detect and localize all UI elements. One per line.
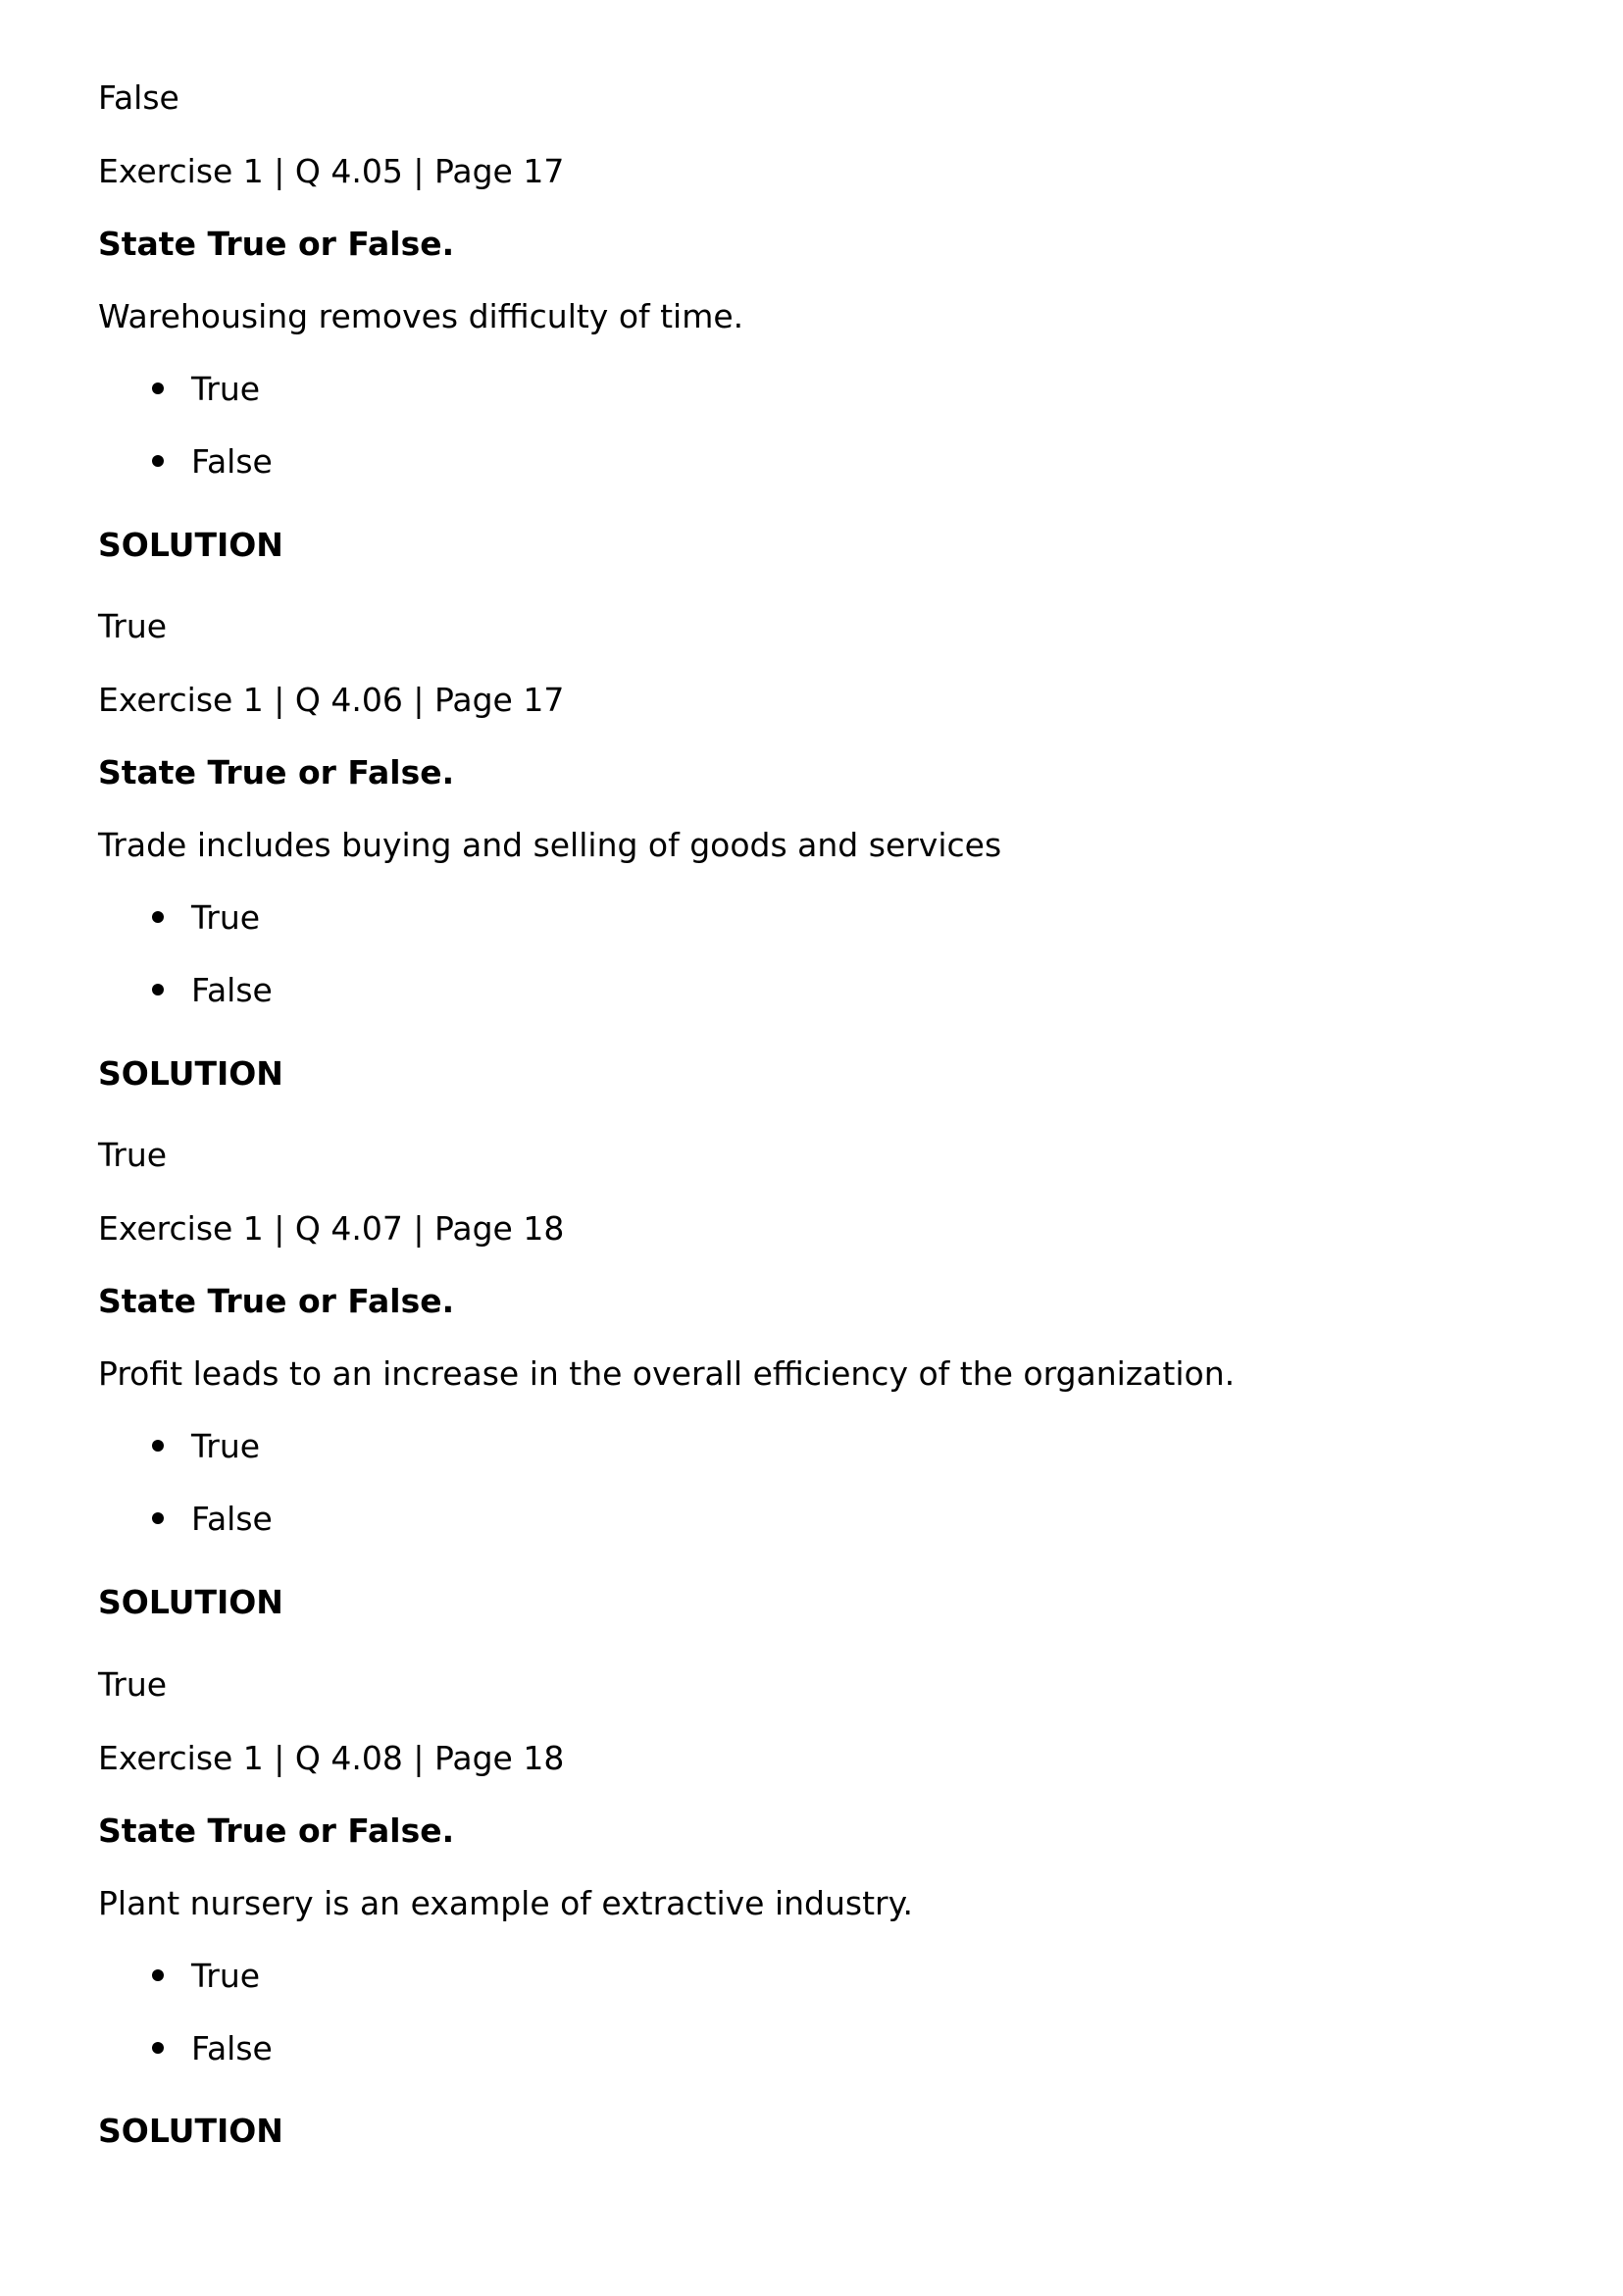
solution-heading: SOLUTION <box>98 526 283 564</box>
question-instruction: State True or False. <box>98 1282 455 1320</box>
option-item <box>152 2029 273 2068</box>
question-statement: Profit leads to an increase in the overall efficiency of the organization. <box>98 1354 1236 1393</box>
question-instruction: State True or False. <box>98 1811 455 1850</box>
option-label: True <box>191 898 261 937</box>
solution-heading: SOLUTION <box>98 1054 283 1093</box>
option-label: False <box>191 442 273 481</box>
solution-heading: SOLUTION <box>98 2112 283 2150</box>
bullet-icon <box>152 1969 164 1981</box>
option-label: False <box>191 2029 273 2067</box>
bullet-icon <box>152 383 164 394</box>
question-instruction: State True or False. <box>98 225 455 263</box>
question-reference: Exercise 1 | Q 4.08 | Page 18 <box>98 1739 565 1777</box>
previous-answer: False <box>98 78 179 117</box>
option-label: True <box>191 1957 261 1995</box>
option-label: False <box>191 1500 273 1538</box>
option-item <box>152 898 260 938</box>
bullet-icon <box>152 984 164 995</box>
question-instruction: State True or False. <box>98 753 455 791</box>
option-item <box>152 1957 260 1996</box>
option-item <box>152 1500 273 1539</box>
bullet-icon <box>152 2042 164 2054</box>
option-item <box>152 971 273 1010</box>
option-item <box>152 370 260 409</box>
bullet-icon <box>152 455 164 467</box>
solution-answer: True <box>98 1136 168 1174</box>
option-item <box>152 442 273 482</box>
solution-heading: SOLUTION <box>98 1583 283 1621</box>
question-reference: Exercise 1 | Q 4.06 | Page 17 <box>98 681 565 719</box>
solution-answer: True <box>98 607 168 645</box>
option-label: True <box>191 1427 261 1465</box>
bullet-icon <box>152 1512 164 1524</box>
question-reference: Exercise 1 | Q 4.07 | Page 18 <box>98 1209 565 1248</box>
option-label: False <box>191 971 273 1009</box>
question-reference: Exercise 1 | Q 4.05 | Page 17 <box>98 152 565 190</box>
option-label: True <box>191 370 261 408</box>
bullet-icon <box>152 911 164 923</box>
question-statement: Warehousing removes difficulty of time. <box>98 297 744 335</box>
question-statement: Trade includes buying and selling of goods and services <box>98 826 1002 864</box>
solution-answer: True <box>98 1665 168 1704</box>
question-statement: Plant nursery is an example of extractive industry. <box>98 1884 913 1922</box>
bullet-icon <box>152 1440 164 1452</box>
option-item <box>152 1427 260 1466</box>
